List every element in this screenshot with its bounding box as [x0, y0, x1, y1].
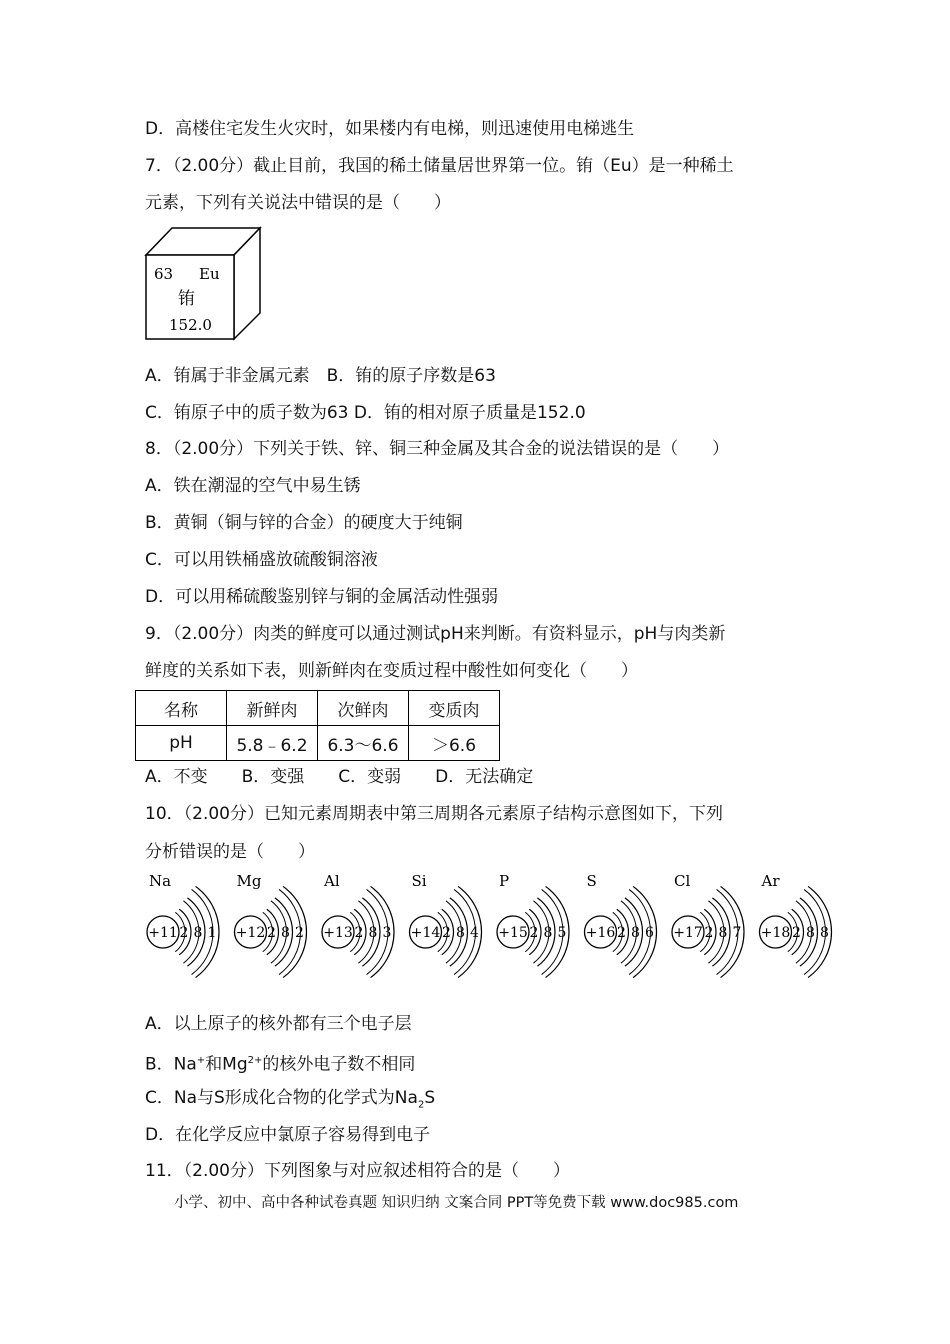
charge-superscript: + — [196, 1055, 206, 1066]
formula-subscript: 2 — [417, 1099, 425, 1111]
nucleus-charge: +15 — [498, 925, 528, 941]
q10-option-b — [145, 1050, 415, 1076]
electron-count: 2 — [267, 925, 276, 941]
element-mass: 152.0 — [169, 316, 212, 334]
electron-count: 2 — [442, 925, 451, 941]
q9-stem: 9．（2.00分）肉类的鲜度可以通过测试pH来判断。有资料显示，pH与肉类新 — [145, 624, 726, 644]
electron-count: 8 — [718, 925, 728, 941]
q8-option-a: A．铁在潮湿的空气中易生锈 — [145, 476, 361, 496]
table-row — [136, 691, 500, 726]
nucleus-charge: +12 — [235, 925, 266, 941]
q8-stem: 8．（2.00分）下列关于铁、锌、铜三种金属及其合金的说法错误的是（ ） — [145, 439, 730, 459]
atom-symbol: Mg — [236, 872, 262, 890]
electron-count: 4 — [470, 925, 479, 941]
ph-table — [135, 690, 500, 761]
option-text: 和Mg — [205, 1054, 248, 1075]
table-cell: pH — [136, 726, 227, 761]
table-cell: ＞6.6 — [409, 726, 500, 761]
atom-symbol: Cl — [674, 872, 691, 890]
atom-diagram — [235, 872, 307, 978]
table-header-cell: 名称 — [136, 691, 227, 726]
electron-count: 5 — [557, 925, 567, 941]
option-text: C．Na与S形成化合物的化学式为Na — [145, 1088, 418, 1108]
table-header-cell: 新鲜肉 — [227, 691, 318, 726]
table-cell: 6.3～6.6 — [318, 726, 409, 761]
electron-count: 2 — [617, 925, 626, 941]
element-symbol: Eu — [199, 265, 220, 283]
q10-option-a: A．以上原子的核外都有三个电子层 — [145, 1014, 412, 1034]
electron-count: 1 — [207, 925, 217, 941]
nucleus-charge: +11 — [148, 925, 178, 941]
electron-count: 8 — [368, 925, 378, 941]
atom-symbol: S — [586, 872, 597, 890]
atom-symbol: P — [499, 872, 510, 890]
q7-options-ab: A．铕属于非金属元素 B．铕的原子序数是63 — [145, 366, 496, 386]
nucleus-charge: +14 — [410, 925, 441, 941]
electron-count: 8 — [281, 925, 290, 941]
q9-stem-cont: 鲜度的关系如下表，则新鲜肉在变质过程中酸性如何变化（ ） — [145, 661, 638, 681]
table-cell: 5.8﹣6.2 — [227, 726, 318, 761]
atomic-structure-diagram — [140, 866, 840, 986]
electron-count: 2 — [354, 925, 364, 941]
nucleus-charge: +16 — [585, 925, 616, 941]
atom-symbol: Si — [411, 872, 427, 890]
nucleus-charge: +17 — [673, 925, 703, 941]
atom-diagram — [497, 872, 569, 978]
q10-option-d: D．在化学反应中氯原子容易得到电子 — [145, 1125, 431, 1145]
nucleus-charge: +18 — [760, 925, 791, 941]
atom-symbol: Al — [324, 872, 340, 890]
atom-diagram — [147, 872, 219, 978]
atom-symbol: Na — [149, 872, 172, 890]
table-row — [136, 726, 500, 761]
element-number: 63 — [154, 265, 174, 283]
q11-stem: 11．（2.00分）下列图象与对应叙述相符合的是（ ） — [145, 1161, 570, 1181]
element-name: 铕 — [178, 289, 195, 309]
atom-symbol: Ar — [761, 872, 780, 890]
electron-count: 2 — [704, 925, 714, 941]
charge-superscript: 2+ — [247, 1055, 263, 1066]
electron-count: 2 — [295, 925, 304, 941]
atom-diagram — [760, 872, 832, 978]
q7-options-cd: C．铕原子中的质子数为63 D．铕的相对原子质量是152.0 — [145, 403, 586, 423]
electron-count: 8 — [806, 925, 815, 941]
electron-count: 7 — [732, 925, 742, 941]
atom-diagram — [322, 872, 394, 978]
atom-diagram — [585, 872, 657, 978]
q10-stem: 10．（2.00分）已知元素周期表中第三周期各元素原子结构示意图如下，下列 — [145, 804, 723, 824]
q9-options: A．不变 B．变强 C．变弱 D．无法确定 — [145, 767, 534, 787]
page-footer: 小学、初中、高中各种试卷真题 知识归纳 文案合同 PPT等免费下载 www.doc985.com — [174, 1195, 739, 1211]
q8-option-b: B．黄铜（铜与锌的合金）的硬度大于纯铜 — [145, 513, 463, 533]
q8-option-c: C．可以用铁桶盛放硫酸铜溶液 — [145, 550, 378, 570]
nucleus-charge: +13 — [323, 925, 353, 941]
electron-count: 8 — [456, 925, 465, 941]
q8-option-d: D．可以用稀硫酸鉴别锌与铜的金属活动性强弱 — [145, 587, 499, 607]
q7-stem-cont: 元素，下列有关说法中错误的是（ ） — [145, 193, 451, 213]
electron-count: 6 — [645, 925, 654, 941]
table-header-cell: 次鲜肉 — [318, 691, 409, 726]
electron-count: 2 — [529, 925, 539, 941]
atom-diagram — [672, 872, 744, 978]
electron-count: 2 — [179, 925, 189, 941]
table-header-cell: 变质肉 — [409, 691, 500, 726]
option-text: B．Na — [145, 1054, 197, 1075]
q7-stem: 7．（2.00分）截止目前，我国的稀土储量居世界第一位。铕（Eu）是一种稀土 — [145, 156, 734, 176]
electron-count: 8 — [543, 925, 553, 941]
q10-stem-cont: 分析错误的是（ ） — [145, 842, 315, 862]
q6-option-d: D．高楼住宅发生火灾时，如果楼内有电梯，则迅速使用电梯逃生 — [145, 119, 635, 139]
option-text: S — [424, 1088, 436, 1108]
electron-count: 8 — [820, 925, 829, 941]
atom-diagram — [410, 872, 482, 978]
electron-count: 8 — [631, 925, 640, 941]
electron-count: 2 — [792, 925, 801, 941]
electron-count: 3 — [382, 925, 392, 941]
electron-count: 8 — [193, 925, 203, 941]
europium-element-card — [144, 226, 264, 346]
q10-option-c — [145, 1087, 435, 1116]
option-text: 的核外电子数不相同 — [262, 1054, 416, 1075]
